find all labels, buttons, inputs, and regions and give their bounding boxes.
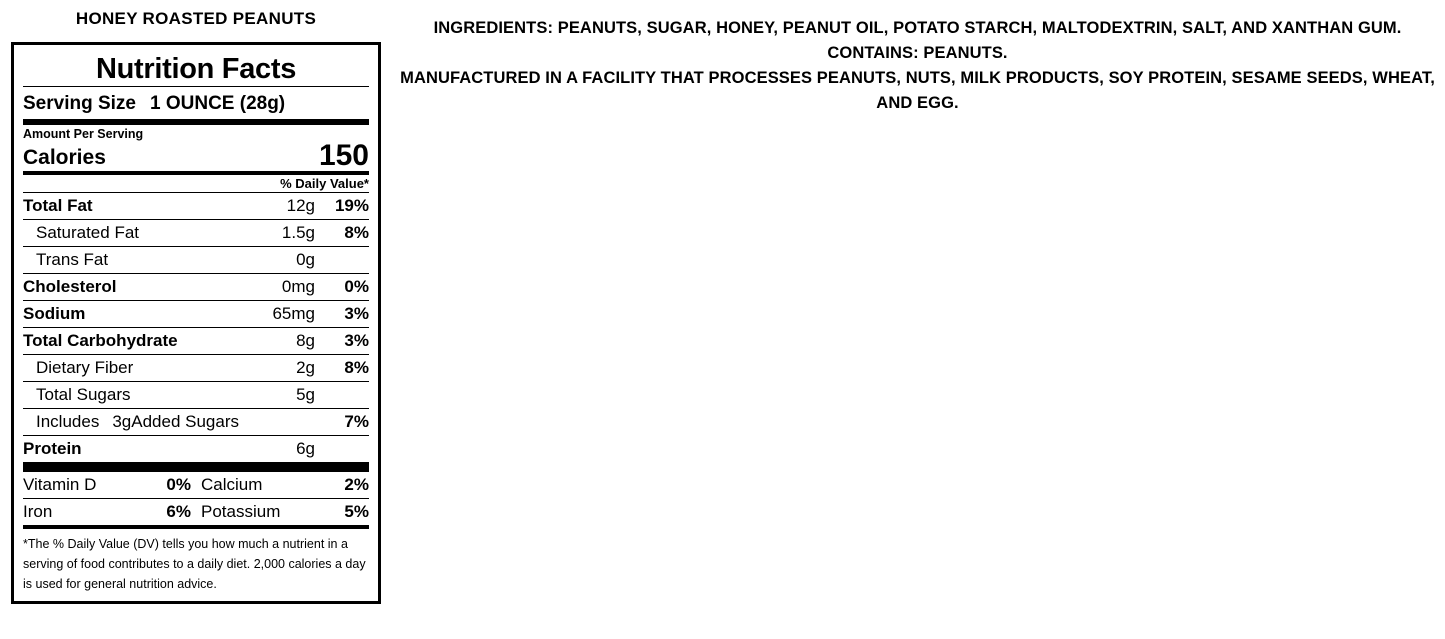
table-row <box>23 472 369 499</box>
nutrient-daily-value: 19% <box>334 196 369 215</box>
vitamin-name: Calcium <box>201 475 263 494</box>
vitamin-name: Iron <box>23 502 53 521</box>
nutrient-name: Protein <box>23 439 82 458</box>
added-sugars-label: Added Sugars <box>131 412 239 431</box>
allergen-facility-line: MANUFACTURED IN A FACILITY THAT PROCESSES PEANUTS, NUTS, MILK PRODUCTS, SOY PROTEIN, SESAME SEEDS, WHEAT, AND EGG. <box>400 69 1435 112</box>
table-row <box>23 382 369 409</box>
added-sugars-amount: 3g <box>112 412 132 431</box>
table-row <box>23 274 369 301</box>
daily-value-footnote: *The % Daily Value (DV) tells you how much a nutrient in a serving of food contributes to a daily diet. 2,000 calories a day is used for general nutrition advice. <box>23 537 366 591</box>
serving-size-value: 1 OUNCE (28g) <box>150 93 286 114</box>
nutrient-amount: 65mg <box>272 304 315 323</box>
nutrient-name: Sodium <box>23 304 86 323</box>
nutrient-name: Total Sugars <box>36 385 131 404</box>
nutrient-daily-value: 3% <box>344 304 369 323</box>
vitamin-daily-value: 2% <box>344 475 369 494</box>
nutrient-name: Trans Fat <box>36 250 109 269</box>
nutrition-label-column <box>0 0 392 604</box>
calories-label: Calories <box>23 146 106 169</box>
nutrient-daily-value: 8% <box>344 358 369 377</box>
nutrient-name: Dietary Fiber <box>36 358 134 377</box>
ingredients-block <box>400 16 1435 116</box>
nutrient-name: Total Carbohydrate <box>23 331 178 350</box>
nutrient-amount: 1.5g <box>281 223 315 242</box>
daily-value-header: % Daily Value* <box>23 175 369 193</box>
table-row <box>23 220 369 247</box>
table-row <box>23 499 369 529</box>
nutrient-amount: 8g <box>296 331 315 350</box>
calories-value: 150 <box>318 139 369 172</box>
vitamin-daily-value: 6% <box>166 502 191 521</box>
product-title: HONEY ROASTED PEANUTS <box>75 9 317 28</box>
nutrient-daily-value: 8% <box>344 223 369 242</box>
nutrition-facts-panel <box>11 42 381 604</box>
serving-size-row <box>23 90 369 125</box>
vitamin-name: Vitamin D <box>23 475 97 494</box>
nutrient-amount: 0g <box>296 250 315 269</box>
serving-size-label: Serving Size <box>23 93 136 114</box>
vitamin-name: Potassium <box>201 502 281 521</box>
includes-label: Includes <box>36 412 100 431</box>
nutrient-amount: 2g <box>296 358 315 377</box>
table-row <box>23 355 369 382</box>
contains-line: CONTAINS: PEANUTS. <box>827 44 1008 62</box>
added-sugars-row <box>23 409 369 436</box>
table-row <box>23 193 369 220</box>
nutrient-daily-value: 0% <box>344 277 369 296</box>
nutrient-amount: 0mg <box>281 277 315 296</box>
vitamin-daily-value: 0% <box>166 475 191 494</box>
vitamin-daily-value: 5% <box>344 502 369 521</box>
calories-row <box>23 141 369 175</box>
nutrient-name: Cholesterol <box>23 277 117 296</box>
amount-per-serving-label: Amount Per Serving <box>23 127 144 141</box>
nutrient-amount: 6g <box>296 439 315 458</box>
nutrition-facts-heading: Nutrition Facts <box>23 52 369 87</box>
added-sugars-daily-value: 7% <box>344 412 369 431</box>
table-row <box>23 301 369 328</box>
nutrient-amount: 12g <box>286 196 315 215</box>
nutrient-amount: 5g <box>296 385 315 404</box>
nutrient-daily-value: 3% <box>344 331 369 350</box>
table-row <box>23 436 369 472</box>
table-row <box>23 328 369 355</box>
nutrient-name: Total Fat <box>23 196 93 215</box>
nutrient-name: Saturated Fat <box>36 223 140 242</box>
table-row <box>23 247 369 274</box>
ingredients-line: INGREDIENTS: PEANUTS, SUGAR, HONEY, PEANUT OIL, POTATO STARCH, MALTODEXTRIN, SALT, AND XANTHAN GUM. <box>433 19 1402 37</box>
